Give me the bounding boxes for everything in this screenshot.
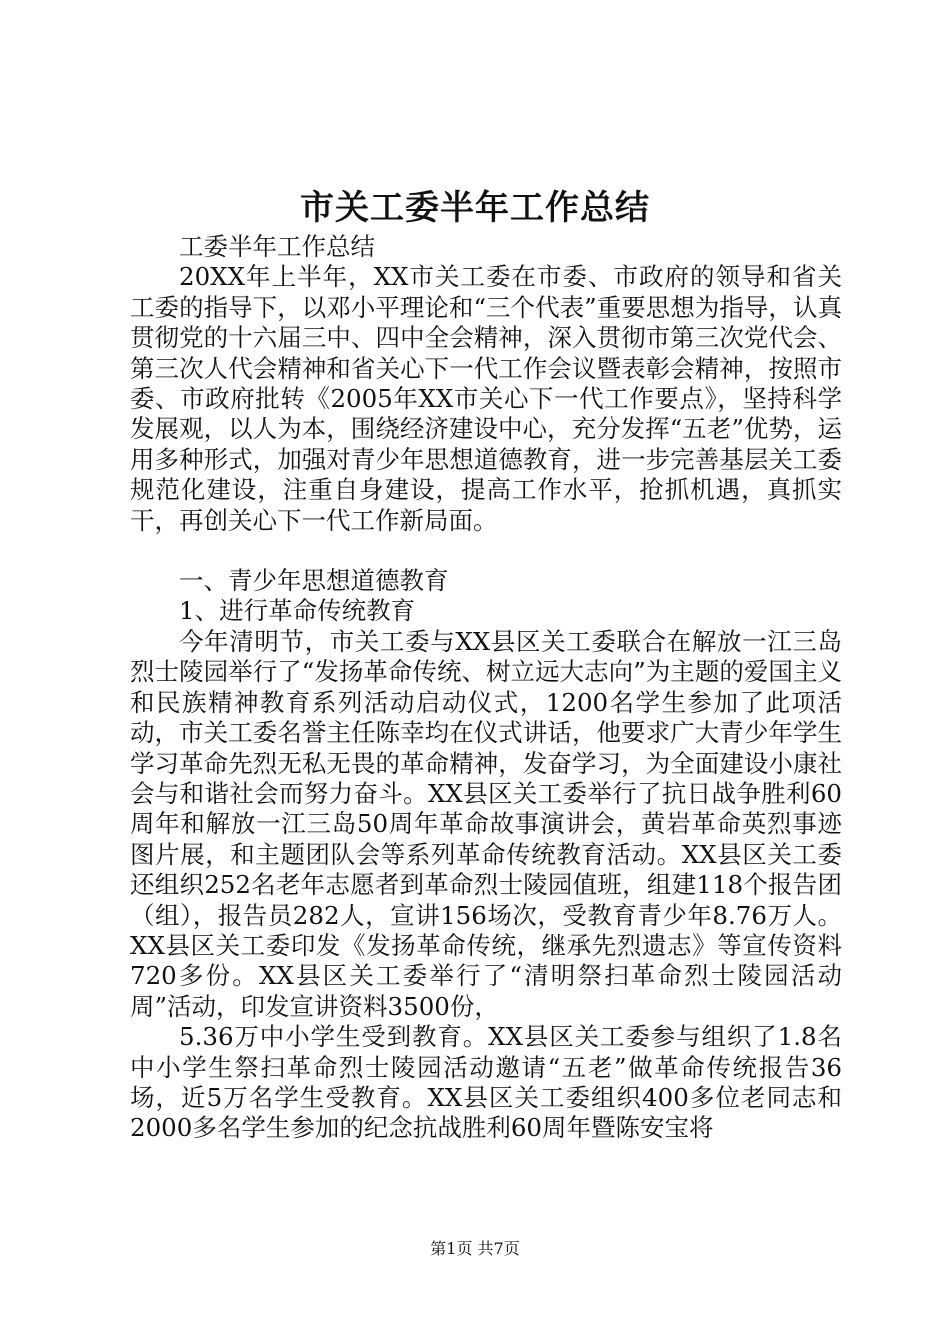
paragraph-intro: 20XX年上半年，XX市关工委在市委、市政府的领导和省关工委的指导下，以邓小平理论和“三个代表”重要思想为指导，认真贯彻党的十六届三中、四中全会精神，深入贯彻市第三次党代会、第三次人代会精神和省关心下一代工作会议暨表彰会精神，按照市委、市政府批转《2005年XX市关心下一代工作要点》，坚持科学发展观，以人为本，围绕经济建设中心，充分发挥“五老”优势，运用多种形式，加强对青少年思想道德教育，进一步完善基层关工委规范化建设，注重自身建设，提高工作水平，抢抓机遇，真抓实干，再创关心下一代工作新局面。 [130, 262, 842, 535]
document-body [130, 232, 842, 1144]
paragraph-revolution-education: 今年清明节，市关工委与XX县区关工委联合在解放一江三岛烈士陵园举行了“发扬革命传统、树立远大志向”为主题的爱国主义和民族精神教育系列活动启动仪式，1200名学生参加了此项活动，市关工委名誉主任陈幸均在仪式讲话，他要求广大青少年学生学习革命先烈无私无畏的革命精神，发奋学习，为全面建设小康社会与和谐社会而努力奋斗。XX县区关工委举行了抗日战争胜利60周年和解放一江三岛50周年革命故事演讲会，黄岩革命英烈事迹图片展，和主题团队会等系列革命传统教育活动。XX县区关工委还组织252名老年志愿者到革命烈士陵园值班，组建118个报告团（组），报告员282人，宣讲156场次，受教育青少年8.76万人。XX县区关工委印发《发扬革命传统，继承先烈遗志》等宣传资料720多份。XX县区关工委举行了“清明祭扫革命烈士陵园活动周”活动，印发宣讲资料3500份， [130, 626, 842, 1021]
subsection-heading: 1、进行革命传统教育 [179, 596, 416, 626]
paragraph-subtitle: 工委半年工作总结 [179, 232, 375, 261]
section-heading: 一、青少年思想道德教育 [179, 566, 449, 596]
document-title: 市关工委半年工作总结 [300, 188, 650, 228]
paragraph-continued: 5.36万中小学生受到教育。XX县区关工委参与组织了1.8名中小学生祭扫革命烈士陵园活动邀请“五老”做革命传统报告36场，近5万名学生受教育。XX县区关工委组织400多位老同志和2000多名学生参加的纪念抗战胜利60周年暨陈安宝将 [130, 1022, 842, 1143]
page-footer: 第1页 共7页 [430, 1239, 520, 1258]
paragraph-gap [130, 536, 842, 566]
